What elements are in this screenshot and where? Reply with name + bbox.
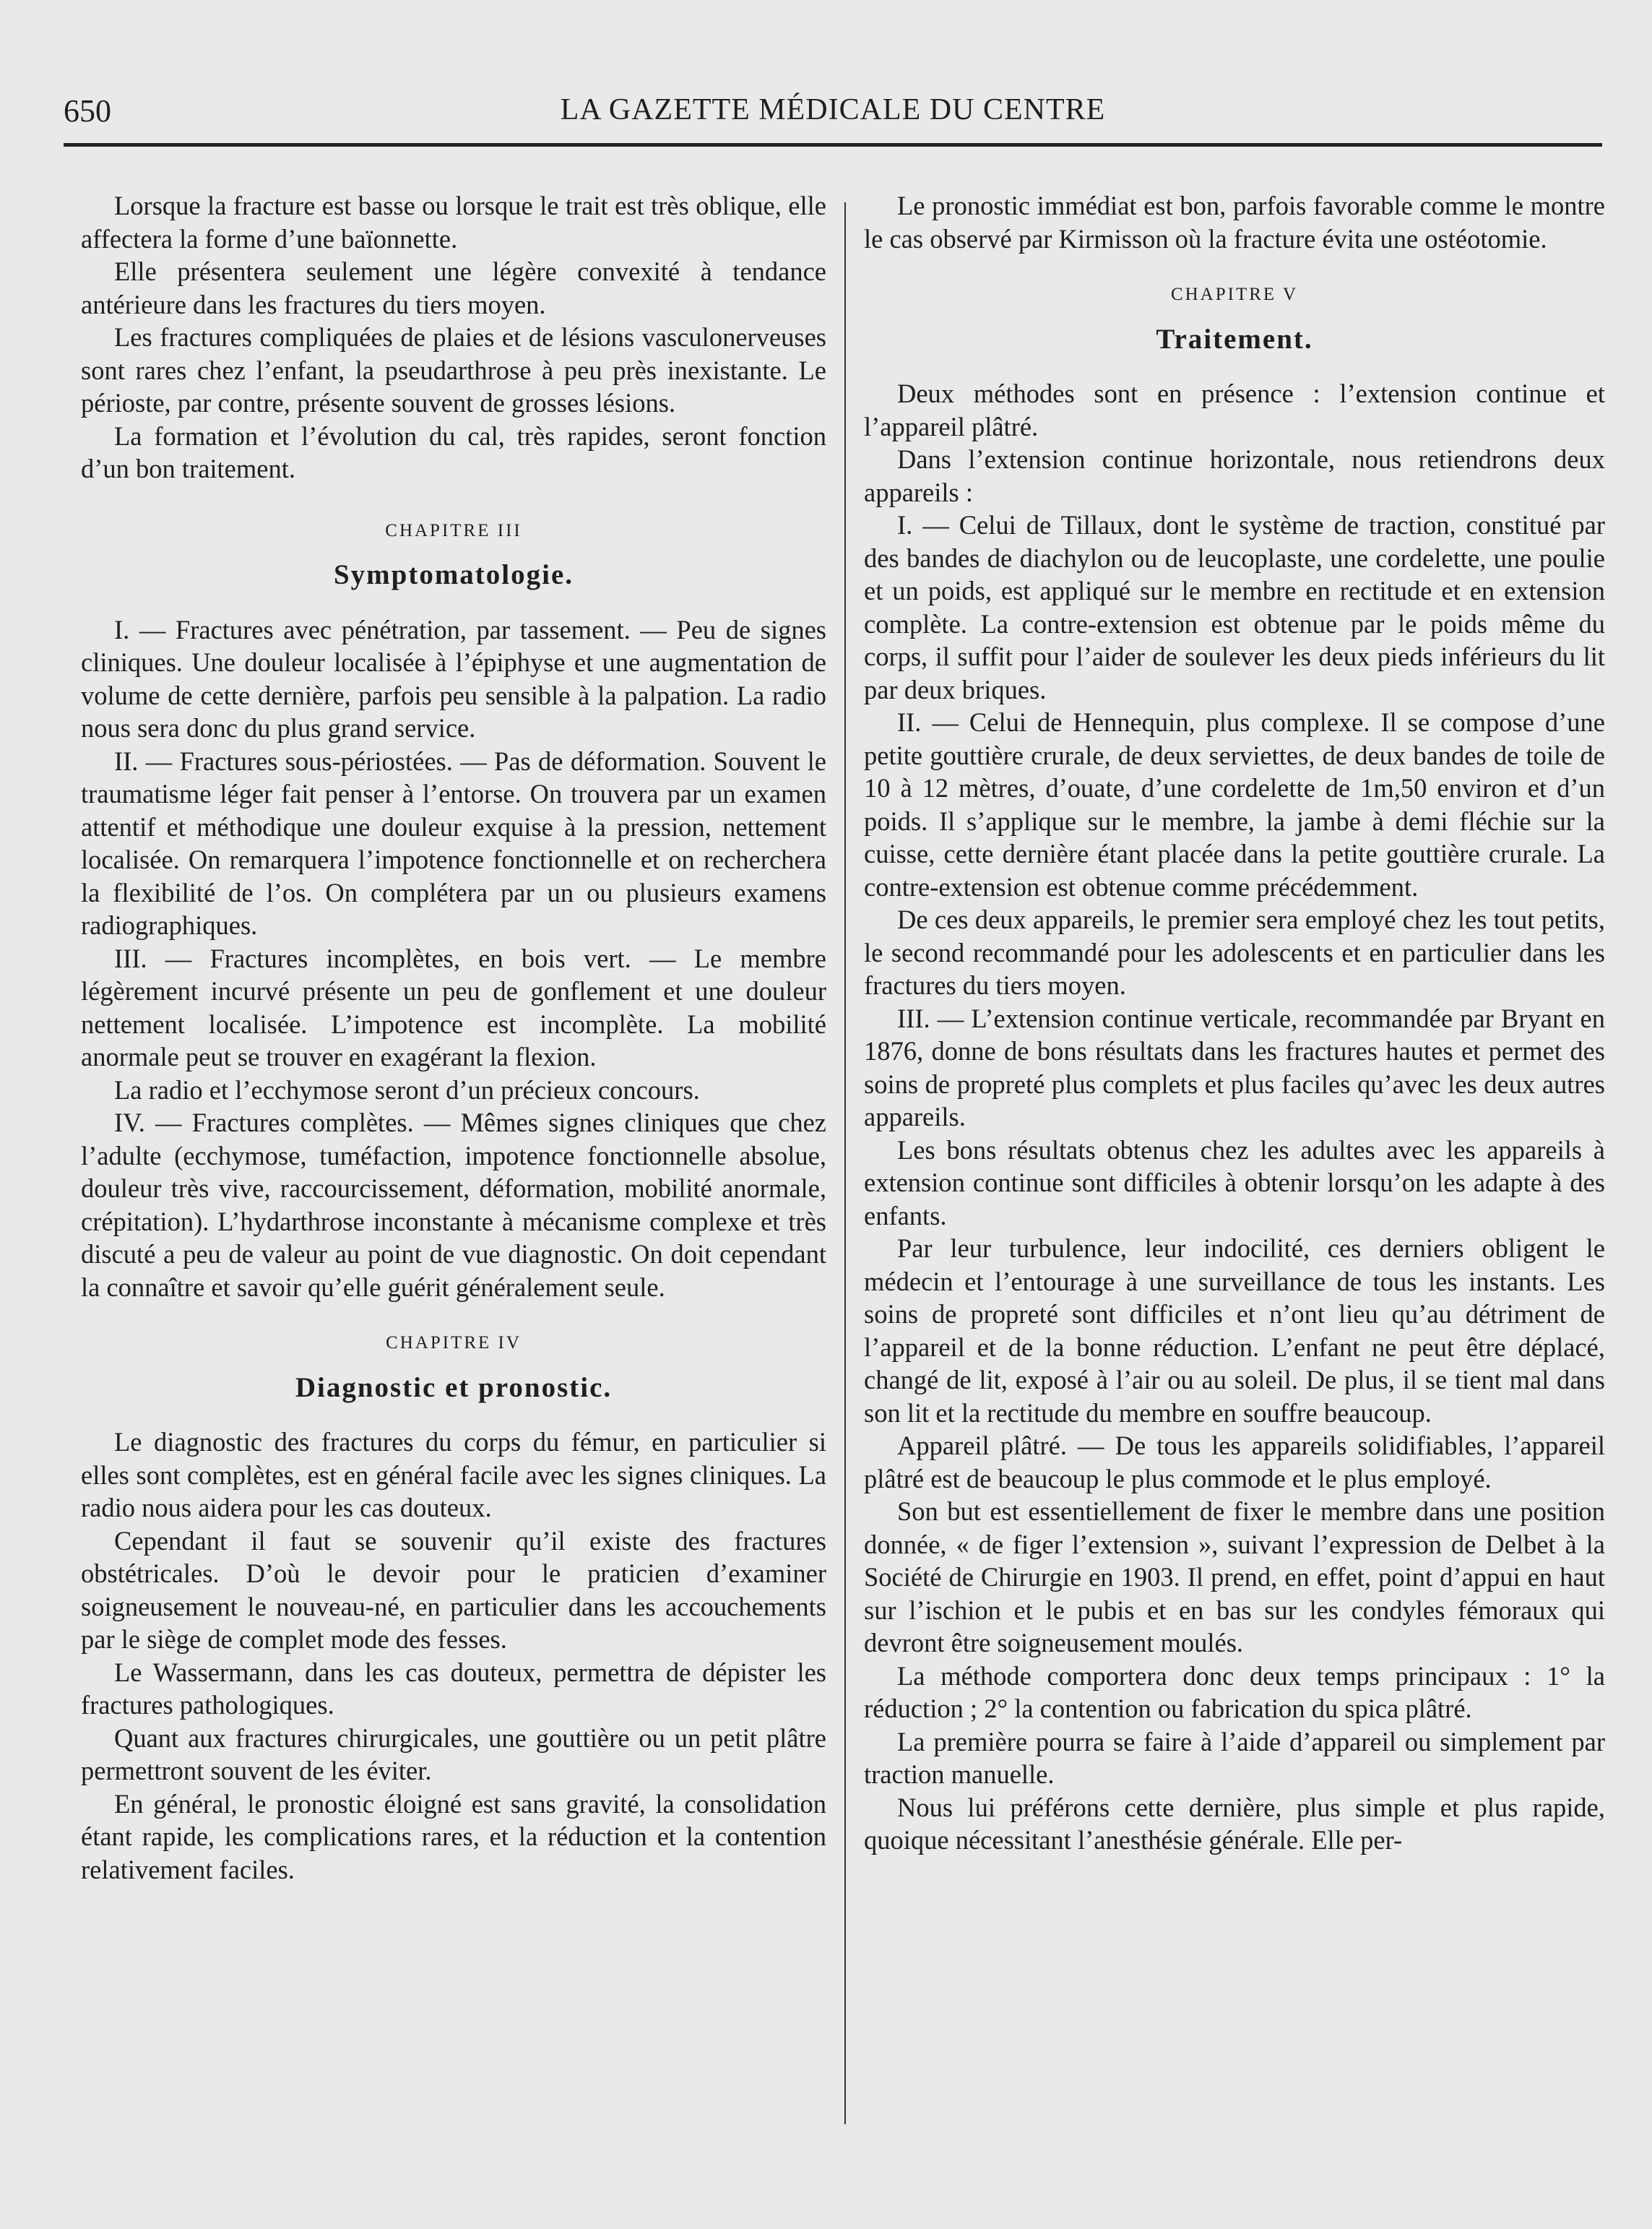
- paragraph: En général, le pronostic éloigné est sans gravité, la consolidation étant rapide, les complications rares, et la réduction et la contention relativement faciles.: [81, 1788, 826, 1884]
- paragraph: Cependant il faut se souvenir qu’il existe des fractures obstétricales. D’où le devoir pour le praticien d’examiner soigneusement le nouveau-né, en particulier dans les accouchements par le siège de complet mode des fesses.: [81, 1525, 826, 1654]
- paragraph: IV. — Fractures complètes. — Mêmes signes cliniques que chez l’adulte (ecchymose, tuméfaction, impotence fonctionnelle absolue, douleur très vive, raccourcissement, déformation, mobilité anormale, crépitation). L’hydarthrose inconstante à mécanisme complexe et très discuté a peu de valeur au point de vue diagnostic. On doit cependant la connaître et savoir qu’elle guérit généralement seule.: [81, 1108, 826, 1302]
- paragraph: Nous lui préférons cette dernière, plus simple et plus rapide, quoique nécessitant l’anesthésie générale. Elle per-: [864, 1792, 1605, 1855]
- paragraph: Le pronostic immédiat est bon, parfois favorable comme le montre le cas observé par Kirmisson où la fracture évita une ostéotomie.: [864, 191, 1605, 254]
- header-rule: [64, 143, 1602, 147]
- chapter-title: Symptomatologie.: [333, 559, 574, 590]
- paragraph: La formation et l’évolution du cal, très rapides, seront fonction d’un bon traitement.: [81, 421, 826, 483]
- chapter-label: CHAPITRE III: [385, 520, 522, 540]
- paragraph: Deux méthodes sont en présence : l’extension continue et l’appareil plâtré.: [864, 379, 1605, 441]
- paragraph: Par leur turbulence, leur indocilité, ces derniers obligent le médecin et l’entourage à une surveillance de tous les instants. Les soins de propreté sont difficiles et n’ont lieu qu’au détriment de l’appareil et de la bonne réduction. L’enfant ne peut être déplacé, changé de lit, exposé à l’air ou au soleil. De plus, il se tient mal dans son lit et la rectitude du membre en souffre beaucoup.: [864, 1233, 1605, 1428]
- journal-title: LA GAZETTE MÉDICALE DU CENTRE: [560, 93, 1106, 126]
- paragraph: Son but est essentiellement de fixer le membre dans une position donnée, « de figer l’extension », suivant l’expression de Delbet à la Société de Chirurgie en 1903. Il prend, en effet, point d’appui en haut sur l’ischion et le pubis et en bas sur les condyles fémoraux qui devront être soigneusement moulés.: [864, 1496, 1605, 1657]
- paragraph: III. — Fractures incomplètes, en bois vert. — Le membre légèrement incurvé présente un peu de gonflement et une douleur nettement localisée. L’impotence est incomplète. La mobilité anormale peut se trouver en exagérant la flexion.: [81, 943, 826, 1072]
- paragraph: Les bons résultats obtenus chez les adultes avec les appareils à extension continue sont difficiles à obtenir lorsqu’on les adapte à des enfants.: [864, 1134, 1605, 1230]
- chapter-title: Diagnostic et pronostic.: [295, 1371, 613, 1403]
- paragraph: II. — Fractures sous-périostées. — Pas de déformation. Souvent le traumatisme léger fait penser à l’entorse. On trouvera par un examen attentif et méthodique une douleur exquise à la pression, nettement localisée. On remarquera l’impotence fonctionnelle et on recherchera la flexibilité de l’os. On complétera par un ou plusieurs examens radiographiques.: [81, 746, 826, 940]
- running-header: [64, 92, 1602, 136]
- chapter-title: Traitement.: [1156, 323, 1313, 355]
- paragraph: I. — Fractures avec pénétration, par tassement. — Peu de signes cliniques. Une douleur localisée à l’épiphyse et une augmentation de volume de cette dernière, parfois peu sensible à la palpation. La radio nous sera donc du plus grand service.: [81, 614, 826, 743]
- page-number: 650: [64, 93, 111, 129]
- paragraph: I. — Celui de Tillaux, dont le système de traction, constitué par des bandes de diachylon ou de leucoplaste, une cordelette, une poulie et un poids, est appliqué sur le membre en rectitude et en extension complète. La contre-extension est obtenue par le poids même du corps, il suffit pour l’aider de soulever les deux pieds inférieurs du lit par deux briques.: [864, 510, 1605, 704]
- left-column: [81, 189, 826, 1886]
- paragraph: Les fractures compliquées de plaies et de lésions vasculonerveuses sont rares chez l’enfant, la pseudarthrose à peu près inexistante. Le périoste, par contre, présente souvent de grosses lésions.: [81, 322, 826, 418]
- paragraph: Le diagnostic des fractures du corps du fémur, en particulier si elles sont complètes, est en général facile avec les signes cliniques. La radio nous aidera pour les cas douteux.: [81, 1427, 826, 1522]
- paragraph: La radio et l’ecchymose seront d’un précieux concours.: [114, 1074, 700, 1105]
- paragraph: Lorsque la fracture est basse ou lorsque le trait est très oblique, elle affectera la forme d’une baïonnette.: [81, 191, 826, 254]
- paragraph: Quant aux fractures chirurgicales, une gouttière ou un petit plâtre permettront souvent de les éviter.: [81, 1723, 826, 1785]
- paragraph: Appareil plâtré. — De tous les appareils solidifiables, l’appareil plâtré est de beaucoup le plus commode et le plus employé.: [864, 1431, 1605, 1493]
- right-column: [864, 189, 1605, 1857]
- paragraph: III. — L’extension continue verticale, recommandée par Bryant en 1876, donne de bons résultats dans les fractures hautes et permet des soins de propreté plus complets et plus faciles qu’avec les deux autres appareils.: [864, 1003, 1605, 1131]
- paragraph: Dans l’extension continue horizontale, nous retiendrons deux appareils :: [864, 444, 1605, 507]
- column-divider: [844, 202, 846, 2124]
- paragraph: La première pourra se faire à l’aide d’appareil ou simplement par traction manuelle.: [864, 1726, 1605, 1789]
- paragraph: Elle présentera seulement une légère convexité à tendance antérieure dans les fractures du tiers moyen.: [81, 256, 826, 319]
- paragraph: Le Wassermann, dans les cas douteux, permettra de dépister les fractures pathologiques.: [81, 1657, 826, 1720]
- chapter-label: CHAPITRE V: [1170, 285, 1299, 304]
- paragraph: De ces deux appareils, le premier sera employé chez les tout petits, le second recommandé pour les adolescents et en particulier dans les fractures du tiers moyen.: [864, 905, 1605, 1000]
- chapter-label: CHAPITRE IV: [386, 1333, 522, 1353]
- paragraph: II. — Celui de Hennequin, plus complexe. Il se compose d’une petite gouttière crurale, de deux serviettes, de deux bandes de toile de 10 à 12 mètres, d’ouate, d’une cordelette de 1m,50 environ et d’un poids. Il s’applique sur le membre, la jambe à demi fléchie sur la cuisse, cette dernière étant placée dans la petite gouttière crurale. La contre-extension est obtenue comme précédemment.: [864, 707, 1605, 902]
- paragraph: La méthode comportera donc deux temps principaux : 1° la réduction ; 2° la contention ou fabrication du spica plâtré.: [864, 1660, 1605, 1723]
